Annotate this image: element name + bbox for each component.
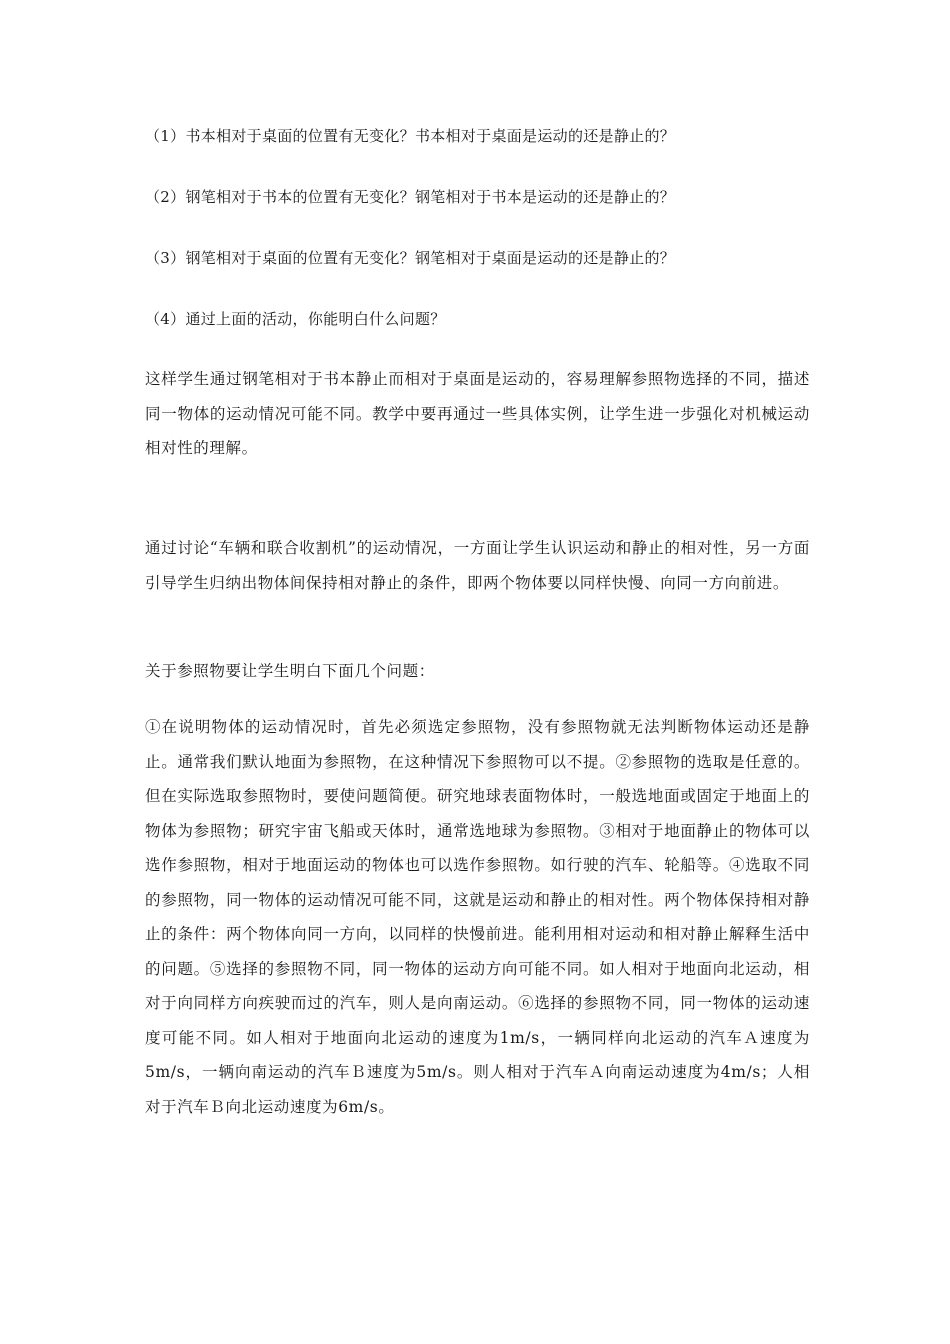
question-1: （1）书本相对于桌面的位置有无变化？书本相对于桌面是运动的还是静止的？ xyxy=(145,127,676,145)
question-2: （2）钢笔相对于书本的位置有无变化？钢笔相对于书本是运动的还是静止的？ xyxy=(145,188,676,206)
paragraph-reference-points: ①在说明物体的运动情况时，首先必须选定参照物，没有参照物就无法判断物体运动还是静止。通常我们默认地面为参照物，在这种情况下参照物可以不提。②参照物的选取是任意的。但在实际选取参照物时，要使问题简便。研究地球表面物体时，一般选地面或固定于地面上的物体为参照物；研究宇宙飞船或天体时，通常选地球为参照物。③相对于地面静止的物体可以选作参照物，相对于地面运动的物体也可以选作参照物。如行驶的汽车、轮船等。④选取不同的参照物，同一物体的运动情况可能不同，这就是运动和静止的相对性。两个物体保持相对静止的条件：两个物体向同一方向，以同样的快慢前进。能利用相对运动和相对静止解释生活中的问题。⑤选择的参照物不同，同一物体的运动方向可能不同。如人相对于地面向北运动，相对于向同样方向疾驶而过的汽车，则人是向南运动。⑥选择的参照物不同，同一物体的运动速度可能不同。如人相对于地面向北运动的速度为1m/s，一辆同样向北运动的汽车Ａ速度为5m/s，一辆向南运动的汽车Ｂ速度为5m/s。则人相对于汽车Ａ向南运动速度为4m/s；人相对于汽车Ｂ向北运动速度为6m/s。 xyxy=(145,718,810,1116)
question-4: （4）通过上面的活动，你能明白什么问题？ xyxy=(145,310,446,328)
question-3: （3）钢笔相对于桌面的位置有无变化？钢笔相对于桌面是运动的还是静止的？ xyxy=(145,249,676,267)
paragraph-reference-intro: 关于参照物要让学生明白下面几个问题： xyxy=(145,662,435,680)
paragraph-vehicle-harvester: 通过讨论“车辆和联合收割机”的运动情况，一方面让学生认识运动和静止的相对性，另一方面引导学生归纳出物体间保持相对静止的条件，即两个物体要以同样快慢、向同一方向前进。 xyxy=(145,539,810,592)
paragraph-reference-understanding: 这样学生通过钢笔相对于书本静止而相对于桌面是运动的，容易理解参照物选择的不同，描述同一物体的运动情况可能不同。教学中要再通过一些具体实例，让学生进一步强化对机械运动相对性的理解。 xyxy=(145,370,810,457)
